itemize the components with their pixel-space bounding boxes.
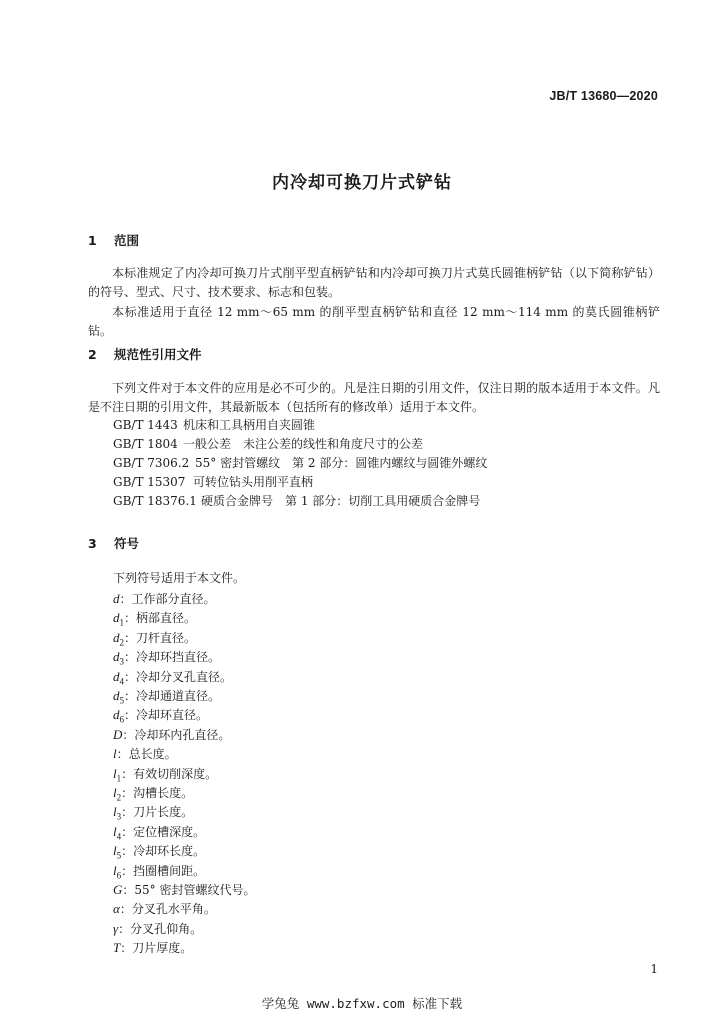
- section-2-heading: [88, 345, 202, 363]
- symbol-separator: ：: [121, 863, 134, 878]
- reference-title: 一般公差 未注公差的线性和角度尺寸的公差: [183, 437, 424, 451]
- reference-code: GB/T 15307: [113, 475, 186, 489]
- symbol-item: [113, 880, 256, 900]
- symbol-description: 柄部直径。: [136, 611, 197, 626]
- symbol-description: 冷却环挡直径。: [136, 650, 221, 665]
- symbol-description: 刀杆直径。: [136, 630, 197, 645]
- reference-code: GB/T 1804: [113, 437, 178, 451]
- reference-item: [113, 435, 423, 454]
- section-title: 规范性引用文件: [114, 347, 202, 362]
- symbol-description: 冷却环长度。: [133, 844, 206, 859]
- symbol-notation: $l_4$: [113, 823, 122, 842]
- symbol-description: 总长度。: [128, 747, 177, 762]
- symbol-notation: $d_4$: [113, 668, 124, 687]
- symbol-notation: $d_3$: [113, 649, 124, 667]
- symbol-description: 冷却分叉孔直径。: [136, 669, 233, 684]
- reference-item: [113, 454, 487, 473]
- symbol-separator: ：: [118, 921, 131, 936]
- symbol-notation: $d_5$: [113, 688, 124, 706]
- reference-code: GB/T 7306.2: [113, 456, 190, 470]
- scope-paragraph-2: 本标准适用于直径 12 mm～65 mm 的削平型直柄铲钻和直径 12 mm～114 mm 的莫氏圆锥柄铲钻。: [88, 305, 660, 338]
- symbol-notation: $l_1$: [113, 765, 122, 784]
- section-title: 范围: [114, 233, 140, 248]
- scope-paragraph-1: 本标准规定了内冷却可换刀片式削平型直柄铲钻和内冷却可换刀片式莫氏圆锥柄铲钻（以下简称铲钻）的符号、型式、尺寸、技术要求、标志和包装。: [88, 266, 660, 299]
- symbol-separator: ：: [124, 689, 137, 703]
- symbol-description: 工作部分直径。: [131, 592, 216, 606]
- section-1-heading: [88, 231, 139, 249]
- symbol-separator: ：: [121, 844, 134, 859]
- symbol-description: 挡圈槽间距。: [133, 863, 206, 878]
- reference-title: 机床和工具柄用自夹圆锥: [183, 418, 316, 432]
- page-number: 1: [650, 962, 658, 976]
- section-number: 2: [88, 347, 97, 362]
- symbol-description: 定位槽深度。: [133, 824, 206, 839]
- symbol-separator: ：: [121, 824, 134, 839]
- symbol-notation: $d_6$: [113, 707, 124, 725]
- section-3-heading: [88, 534, 139, 552]
- reference-title: 55° 密封管螺纹 第 2 部分：圆锥内螺纹与圆锥外螺纹: [195, 456, 488, 470]
- symbol-description: 有效切削深度。: [133, 766, 218, 781]
- symbol-separator: ：: [119, 592, 132, 606]
- symbol-separator: ：: [124, 669, 137, 684]
- symbol-description: 分叉孔仰角。: [130, 921, 203, 936]
- reference-item: [113, 416, 315, 435]
- symbol-notation: $l_2$: [113, 785, 122, 803]
- symbol-item: [113, 589, 216, 609]
- symbol-notation: l: [113, 746, 117, 762]
- symbol-separator: ：: [124, 708, 137, 723]
- symbol-description: 冷却环内孔直径。: [134, 727, 231, 742]
- symbol-description: 55° 密封管螺纹代号。: [134, 883, 256, 897]
- symbol-description: 沟槽长度。: [133, 786, 194, 800]
- symbol-separator: ：: [121, 786, 134, 800]
- symbol-notation: T: [113, 940, 121, 956]
- symbol-item: [113, 744, 177, 764]
- symbol-separator: ：: [124, 630, 137, 645]
- symbol-separator: ：: [124, 611, 137, 626]
- symbol-notation: G: [113, 882, 123, 897]
- reference-item: [113, 473, 313, 492]
- document-title: 内冷却可换刀片式铲钻: [272, 173, 452, 193]
- symbol-notation: D: [113, 726, 123, 742]
- symbol-notation: $d_2$: [113, 629, 124, 648]
- symbol-description: 刀片长度。: [133, 805, 194, 820]
- symbol-separator: ：: [119, 902, 132, 917]
- symbol-notation: $l_6$: [113, 862, 122, 881]
- symbol-separator: ：: [116, 747, 129, 762]
- symbol-separator: ：: [120, 941, 133, 956]
- references-intro: 下列文件对于本文件的应用是必不可少的。凡是注日期的引用文件，仅注日期的版本适用于本文件。凡是不注日期的引用文件，其最新版本（包括所有的修改单）适用于本文件。: [88, 381, 660, 414]
- section-number: 3: [88, 536, 97, 551]
- reference-title: 可转位钻头用削平直柄: [193, 475, 314, 489]
- symbol-description: 刀片厚度。: [132, 941, 193, 956]
- reference-title: 硬质合金牌号 第 1 部分：切削工具用硬质合金牌号: [201, 494, 481, 508]
- symbol-separator: ：: [121, 766, 134, 781]
- reference-code: GB/T 18376.1: [113, 494, 197, 508]
- symbols-intro: 下列符号适用于本文件。: [113, 571, 246, 585]
- symbol-description: 冷却通道直径。: [136, 689, 221, 703]
- section-title: 符号: [114, 536, 140, 551]
- symbol-separator: ：: [122, 883, 135, 897]
- symbol-description: 分叉孔水平角。: [131, 902, 216, 917]
- symbol-notation: $l_3$: [113, 804, 122, 822]
- symbol-notation: α: [113, 901, 120, 917]
- symbol-separator: ：: [124, 650, 137, 665]
- symbol-item: [113, 899, 216, 919]
- symbol-item: [113, 919, 202, 939]
- standard-number: JB/T 13680—2020: [549, 89, 658, 103]
- footer-watermark: 学兔兔 www.bzfxw.com 标准下载: [261, 996, 463, 1011]
- symbol-separator: ：: [121, 805, 134, 820]
- symbol-item: [113, 938, 192, 958]
- symbol-separator: ：: [122, 727, 135, 742]
- symbol-description: 冷却环直径。: [136, 708, 209, 723]
- symbol-notation: $l_5$: [113, 843, 122, 861]
- symbol-notation: γ: [113, 920, 119, 936]
- section-number: 1: [88, 233, 97, 248]
- reference-code: GB/T 1443: [113, 418, 178, 432]
- reference-item: [113, 492, 480, 511]
- symbol-item: [113, 725, 230, 745]
- symbol-notation: $d_1$: [113, 610, 124, 628]
- symbol-notation: d: [113, 591, 120, 606]
